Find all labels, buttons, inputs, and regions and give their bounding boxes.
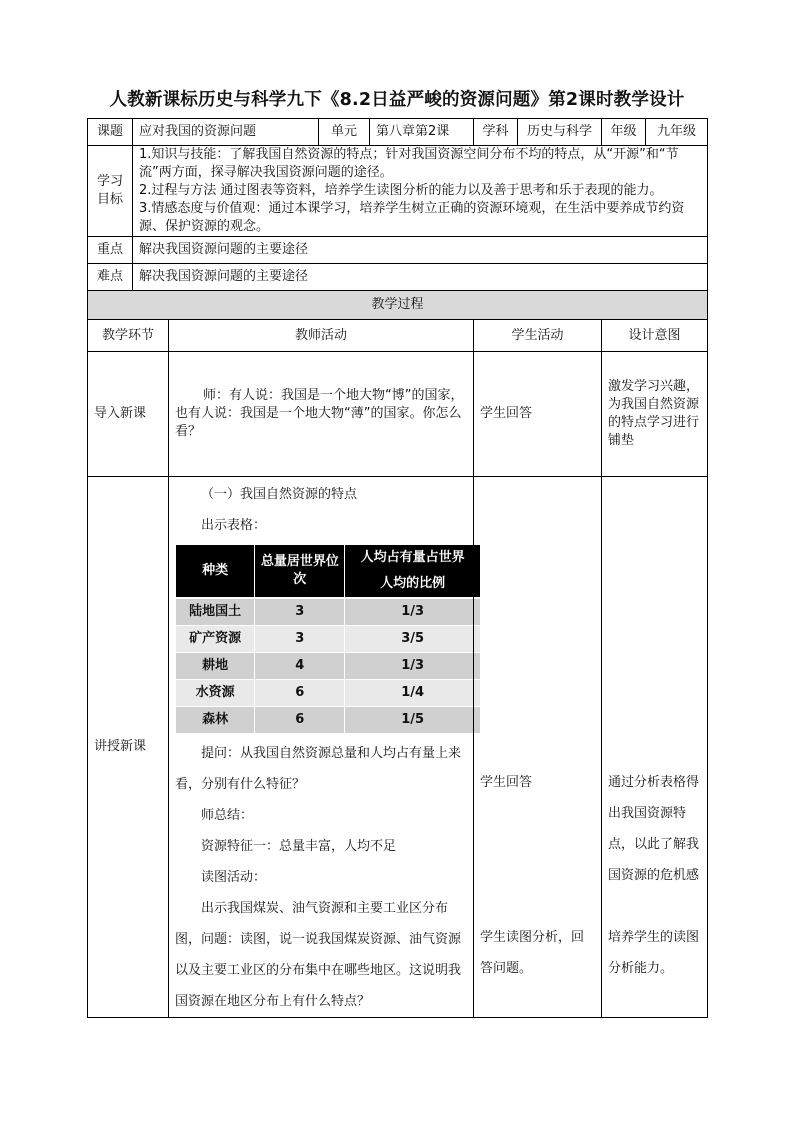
lecture-heading: （一）我国自然资源的特点 [201,487,358,502]
resource-col-type: 种类 [176,545,255,598]
lecture-student [474,477,602,1018]
subject-label: 学科 [474,119,518,146]
goals-label: 学习目标 [88,146,133,237]
document-title: 人教新课标历史与科学九下《8.2日益严峻的资源问题》第2课时教学设计 [109,90,685,110]
lecture-step: 讲授新课 [88,477,169,1018]
intent-2: 培养学生的读图分析能力。 [608,929,700,976]
student-answer-1: 学生回答 [480,774,533,790]
goals-text [133,146,708,237]
col-teacher: 教师活动 [169,320,474,352]
summary-label: 师总结： [201,808,254,823]
key-point-value: 解决我国资源问题的主要途径 [133,237,708,264]
resource-col-ratio: 人均占有量占世界人均的比例 [345,545,481,598]
process-title: 教学过程 [88,291,708,320]
table-row: 耕地 4 1/3 [176,653,481,680]
map-activity-text: 出示我国煤炭、油气资源和主要工业区分布图，问题：读图，说一说我国煤炭资源、油气资源以及主要工业区的分布集中在哪些地区。这说明我国资源在地区分布上有什么特点？ [175,901,462,1009]
col-intent: 设计意图 [602,320,708,352]
lesson-plan-table [87,118,708,1018]
subject-value: 历史与科学 [518,119,602,146]
map-activity-label: 读图活动： [201,870,267,885]
feature-one-text: 资源特征一：总量丰富，人均不足 [201,839,397,854]
grade-label: 年级 [602,119,646,146]
key-point-label: 重点 [88,237,133,264]
question-text: 提问：从我国自然资源总量和人均占有量上来看，分别有什么特征？ [175,746,462,792]
difficulty-value: 解决我国资源问题的主要途径 [133,264,708,291]
intro-intent: 激发学习兴趣，为我国自然资源的特点学习进行铺垫 [602,352,708,477]
table-row: 水资源 6 1/4 [176,680,481,707]
show-table-text: 出示表格： [201,518,267,533]
topic-label: 课题 [88,119,133,146]
difficulty-label: 难点 [88,264,133,291]
col-step: 教学环节 [88,320,169,352]
resource-col-rank: 总量居世界位次 [255,545,345,598]
goal-knowledge: 1.知识与技能：了解我国自然资源的特点；针对我国资源空间分布不均的特点，从“开源”和“节流”两方面，探寻解决我国资源问题的途径。 [139,147,679,180]
student-answer-2: 学生读图分析，回答问题。 [480,929,585,976]
goal-attitude: 3.情感态度与价值观：通过本课学习，培养学生树立正确的资源环境观，在生活中要养成节约资源、保护资源的观念。 [139,201,685,234]
intro-student: 学生回答 [474,352,602,477]
intro-step: 导入新课 [88,352,169,477]
unit-label: 单元 [319,119,370,146]
lecture-teacher [169,477,474,1018]
intro-teacher: 师：有人说：我国是一个地大物“博”的国家，也有人说：我国是一个地大物“薄”的国家。你怎么看？ [169,352,474,477]
grade-value: 九年级 [646,119,708,146]
table-row: 矿产资源 3 3/5 [176,626,481,653]
lecture-intent [602,477,708,1018]
table-row: 森林 6 1/5 [176,707,481,734]
goal-process: 2.过程与方法 通过图表等资料，培养学生读图分析的能力以及善于思考和乐于表现的能力。 [139,183,663,198]
table-row: 陆地国土 3 1/3 [176,598,481,626]
col-student: 学生活动 [474,320,602,352]
intent-1: 通过分析表格得出我国资源特点，以此了解我国资源的危机感 [608,774,700,883]
resource-table [175,545,481,734]
topic-value: 应对我国的资源问题 [133,119,319,146]
unit-value: 第八章第2课 [370,119,474,146]
